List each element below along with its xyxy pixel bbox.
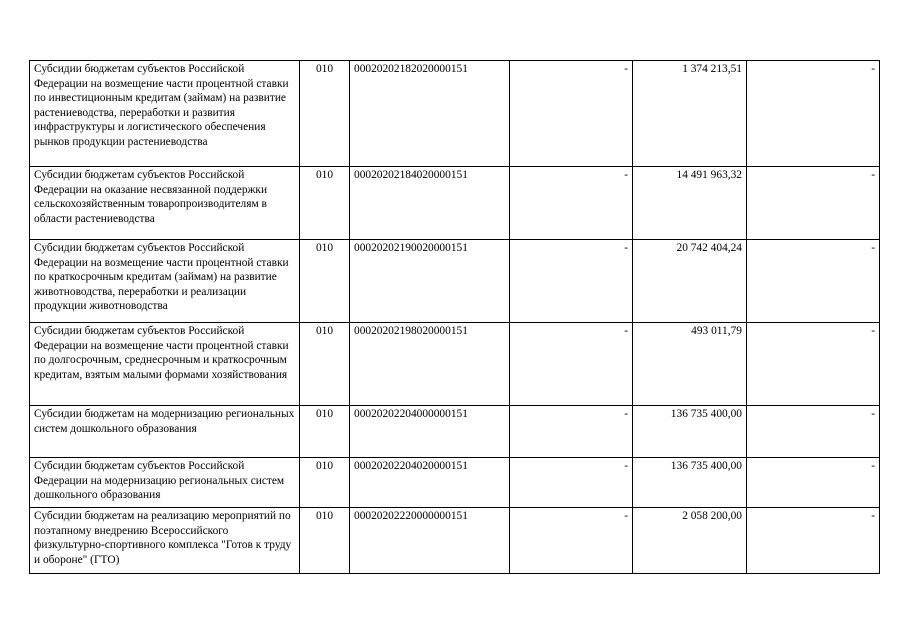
row-col-a-cell: - xyxy=(510,61,633,167)
row-kbk-cell: 00020202184020000151 xyxy=(350,167,510,240)
budget-table xyxy=(29,60,880,574)
table-row xyxy=(30,323,880,406)
row-col-b-cell: 136 735 400,00 xyxy=(633,406,747,458)
row-col-c-cell: - xyxy=(747,323,880,406)
row-col-c-cell: - xyxy=(747,508,880,574)
table-row xyxy=(30,406,880,458)
row-code-cell: 010 xyxy=(300,508,350,574)
row-kbk-cell: 00020202198020000151 xyxy=(350,323,510,406)
row-kbk-cell: 00020202204020000151 xyxy=(350,458,510,508)
row-col-c-cell: - xyxy=(747,458,880,508)
row-code-cell: 010 xyxy=(300,167,350,240)
row-col-a-cell: - xyxy=(510,406,633,458)
row-code-cell: 010 xyxy=(300,458,350,508)
table-row xyxy=(30,240,880,323)
row-col-b-cell: 20 742 404,24 xyxy=(633,240,747,323)
row-kbk-cell: 00020202204000000151 xyxy=(350,406,510,458)
row-col-b-cell: 2 058 200,00 xyxy=(633,508,747,574)
row-col-a-cell: - xyxy=(510,323,633,406)
table-row xyxy=(30,61,880,167)
row-col-b-cell: 14 491 963,32 xyxy=(633,167,747,240)
row-name-cell: Субсидии бюджетам на модернизацию региональных систем дошкольного образования xyxy=(30,406,300,458)
row-code-cell: 010 xyxy=(300,61,350,167)
row-col-b-cell: 1 374 213,51 xyxy=(633,61,747,167)
row-col-b-cell: 493 011,79 xyxy=(633,323,747,406)
row-kbk-cell: 00020202190020000151 xyxy=(350,240,510,323)
row-col-b-cell: 136 735 400,00 xyxy=(633,458,747,508)
row-name-cell: Субсидии бюджетам субъектов Российской Федерации на модернизацию региональных систем дошкольного образования xyxy=(30,458,300,508)
row-code-cell: 010 xyxy=(300,240,350,323)
table-row xyxy=(30,167,880,240)
row-name-cell: Субсидии бюджетам на реализацию мероприятий по поэтапному внедрению Всероссийского физкультурно-спортивного комплекса "Готов к труду и обороне" (ГТО) xyxy=(30,508,300,574)
row-name-cell: Субсидии бюджетам субъектов Российской Федерации на возмещение части процентной ставки по долгосрочным, среднесрочным и краткосрочным кредитам, взятым малыми формами хозяйствования xyxy=(30,323,300,406)
row-code-cell: 010 xyxy=(300,323,350,406)
row-name-cell: Субсидии бюджетам субъектов Российской Федерации на возмещение части процентной ставки по инвестиционным кредитам (займам) на развитие растениеводства, переработки и развития инфраструктуры и логистического обеспечения рынков продукции растениеводства xyxy=(30,61,300,167)
row-col-a-cell: - xyxy=(510,458,633,508)
row-name-cell: Субсидии бюджетам субъектов Российской Федерации на оказание несвязанной поддержки сельскохозяйственным товаропроизводителям в области растениеводства xyxy=(30,167,300,240)
row-kbk-cell: 00020202182020000151 xyxy=(350,61,510,167)
row-col-a-cell: - xyxy=(510,508,633,574)
row-col-c-cell: - xyxy=(747,167,880,240)
row-col-c-cell: - xyxy=(747,406,880,458)
row-kbk-cell: 00020202220000000151 xyxy=(350,508,510,574)
row-name-cell: Субсидии бюджетам субъектов Российской Федерации на возмещение части процентной ставки по краткосрочным кредитам (займам) на развитие животноводства, переработки и реализации продукции животноводства xyxy=(30,240,300,323)
row-code-cell: 010 xyxy=(300,406,350,458)
table-row xyxy=(30,508,880,574)
row-col-c-cell: - xyxy=(747,61,880,167)
row-col-a-cell: - xyxy=(510,240,633,323)
row-col-a-cell: - xyxy=(510,167,633,240)
row-col-c-cell: - xyxy=(747,240,880,323)
table-row xyxy=(30,458,880,508)
